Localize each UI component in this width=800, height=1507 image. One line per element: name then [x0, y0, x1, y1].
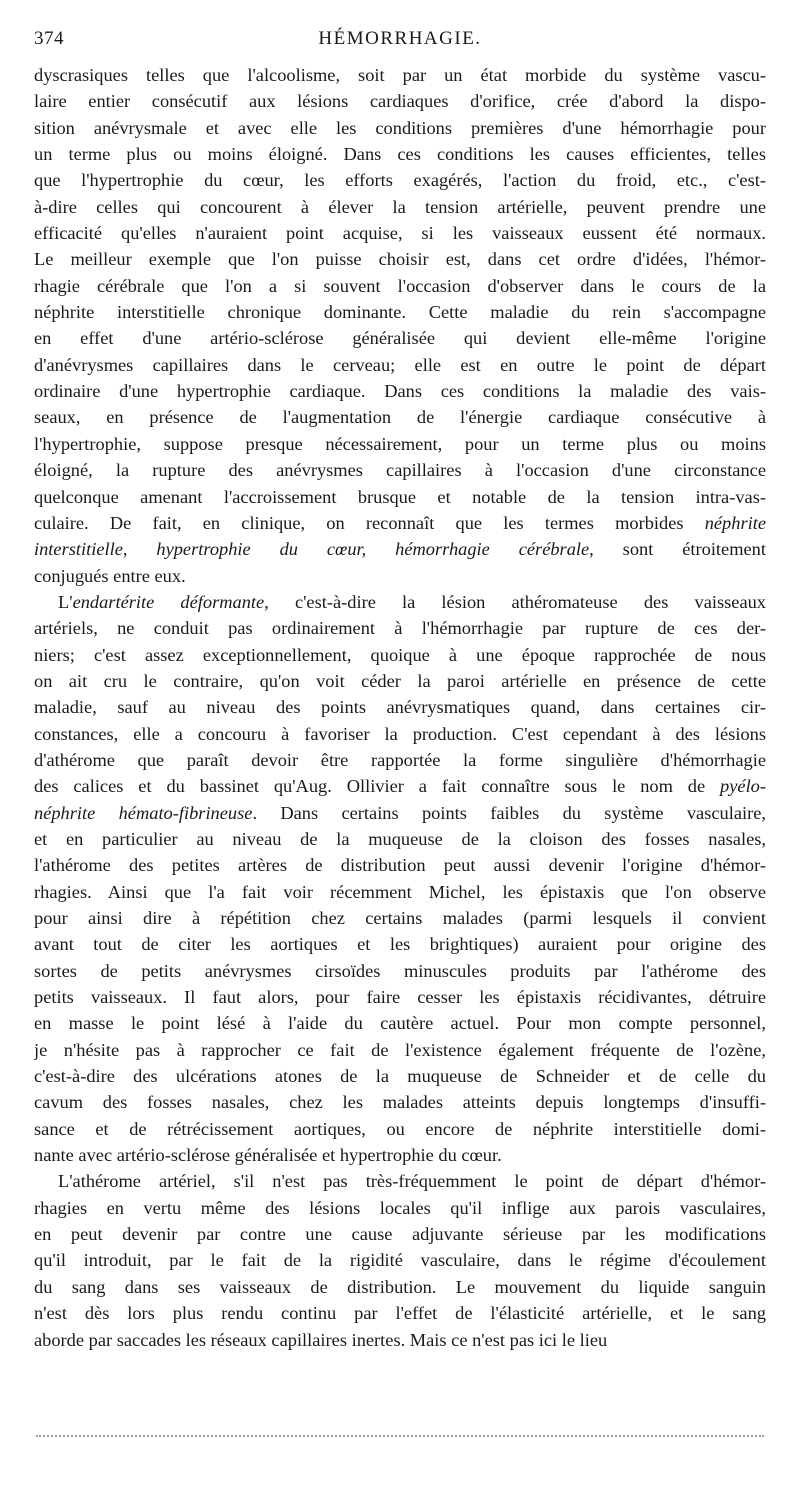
text-line: sance et de rétrécissement aortiques, ou encore de néphrite interstitielle domi- [34, 1118, 766, 1139]
text-line: à-dire celles qui concourent à élever la tension artérielle, peuvent prendre une [34, 196, 766, 217]
text-line: laire entier consécutif aux lésions cardiaques d'orifice, crée d'abord la dispo- [34, 91, 766, 112]
text-line: avant tout de citer les aortiques et les brightiques) auraient pour origine des [34, 934, 766, 955]
text-line: nante avec artério-sclérose généralisée et hypertrophie du cœur. [34, 1145, 502, 1166]
text-line: pour ainsi dire à répétition chez certains malades (parmi lesquels il convient [34, 908, 766, 928]
text-line: d'anévrysmes capillaires dans le cerveau; elle est en outre le point de départ [34, 354, 766, 375]
text-line: en masse le point lésé à l'aide du cautère actuel. Pour mon compte personnel, [34, 1013, 766, 1034]
text-line: éloigné, la rupture des anévrysmes capillaires à l'occasion d'une circonstance [34, 460, 766, 481]
paragraph [34, 62, 766, 589]
text-line: sortes de petits anévrysmes cirsoïdes minuscules produits par l'athérome des [34, 960, 766, 981]
text-line: cavum des fosses nasales, chez les malades atteints depuis longtemps d'insuffi- [34, 1092, 766, 1113]
italic-term: pyélo- [720, 776, 766, 797]
bottom-dotted-rule [36, 1435, 764, 1437]
text-line: efficacité qu'elles n'auraient point acquise, si les vaisseaux eussent été normaux. [34, 223, 766, 244]
text-line: l'hypertrophie, suppose presque nécessairement, pour un terme plus ou moins [34, 433, 766, 454]
text-line: et en particulier au niveau de la muqueuse de la cloison des fosses nasales, [34, 828, 766, 849]
text-line: petits vaisseaux. Il faut alors, pour faire cesser les épistaxis récidivantes, détruire [34, 987, 766, 1008]
text-line: du sang dans ses vaisseaux de distribution. Le mouvement du liquide sanguin [34, 1276, 766, 1297]
italic-term: néphrite hémato-fibrineuse [34, 802, 253, 823]
text-line: ordinaire d'une hypertrophie cardiaque. Dans ces conditions la maladie des vais- [34, 381, 766, 402]
text-line: l'athérome des petites artères de distribution peut aussi devenir l'origine d'hémor- [34, 855, 766, 876]
text-line: seaux, en présence de l'augmentation de l'énergie cardiaque consécutive à [34, 407, 766, 428]
text-line: culaire. De fait, en clinique, on reconnaît que les termes morbides néphrite [34, 512, 766, 533]
text-line: rhagies en vertu même des lésions locales qu'il inflige aux parois vasculaires, [34, 1197, 766, 1218]
text-line: artériels, ne conduit pas ordinairement à l'hémorrhagie par rupture de ces der- [34, 618, 766, 639]
text-line: on ait cru le contraire, qu'on voit céder la paroi artérielle en présence de cette [34, 670, 766, 691]
text-line: dyscrasiques telles que l'alcoolisme, soit par un état morbide du système vascu- [34, 65, 766, 85]
text-line: d'athérome que paraît devoir être rapportée la forme singulière d'hémorrhagie [34, 749, 766, 770]
text-line: en effet d'une artério-sclérose généralisée qui devient elle-même l'origine [34, 328, 766, 349]
body-text [34, 62, 766, 1353]
paragraph [34, 1168, 766, 1352]
text-line: conjugués entre eux. [34, 565, 186, 586]
text-line: c'est-à-dire des ulcérations atones de la muqueuse de Schneider et de celle du [34, 1066, 766, 1087]
text-line: je n'hésite pas à rapprocher ce fait de l'existence également fréquente de l'ozène, [34, 1039, 766, 1060]
text-line: L'endartérite déformante, c'est-à-dire la lésion athéromateuse des vaisseaux [58, 591, 766, 612]
text-line: rhagie cérébrale que l'on a si souvent l'occasion d'observer dans le cours de la [34, 275, 766, 296]
text-line: interstitielle, hypertrophie du cœur, hémorrhagie cérébrale, sont étroitement [34, 539, 766, 560]
page-number: 374 [34, 28, 64, 49]
text-line: n'est dès lors plus rendu continu par l'effet de l'élasticité artérielle, et le sang [34, 1303, 766, 1324]
text-line: constances, elle a concouru à favoriser la production. C'est cependant à des lésions [34, 723, 766, 744]
italic-term: endartérite déformante [72, 591, 265, 612]
text-line: aborde par saccades les réseaux capillaires inertes. Mais ce n'est pas ici le lieu [34, 1329, 608, 1350]
text-line: néphrite interstitielle chronique dominante. Cette maladie du rein s'accompagne [34, 302, 766, 323]
text-line: que l'hypertrophie du cœur, les efforts exagérés, l'action du froid, etc., c'est- [34, 170, 766, 191]
text-line: rhagies. Ainsi que l'a fait voir récemment Michel, les épistaxis que l'on observe [34, 881, 766, 902]
text-line: qu'il introduit, par le fait de la rigidité vasculaire, dans le régime d'écoulement [34, 1250, 766, 1271]
paragraph [34, 589, 766, 1169]
running-title: HÉMORRHAGIE. [318, 28, 482, 49]
text-line: niers; c'est assez exceptionnellement, quoique à une époque rapprochée de nous [34, 644, 766, 665]
text-line: néphrite hémato-fibrineuse. Dans certains points faibles du système vasculaire, [34, 802, 766, 823]
text-line: en peut devenir par contre une cause adjuvante sérieuse par les modifications [34, 1224, 766, 1245]
text-line: maladie, sauf au niveau des points anévrysmatiques quand, dans certaines cir- [34, 697, 766, 718]
book-page [34, 28, 766, 1353]
italic-term: néphrite [704, 512, 766, 533]
text-line: Le meilleur exemple que l'on puisse choisir est, dans cet ordre d'idées, l'hémor- [34, 249, 766, 270]
text-line: des calices et du bassinet qu'Aug. Ollivier a fait connaître sous le nom de pyélo- [34, 776, 766, 797]
italic-term: interstitielle, hypertrophie du cœur, hémorrhagie cérébrale [34, 539, 590, 560]
text-line: L'athérome artériel, s'il n'est pas très-fréquemment le point de départ d'hémor- [58, 1171, 766, 1192]
text-line: un terme plus ou moins éloigné. Dans ces conditions les causes efficientes, telles [34, 144, 766, 165]
running-header [34, 28, 766, 62]
text-line: sition anévrysmale et avec elle les conditions premières d'une hémorrhagie pour [34, 117, 766, 138]
text-line: quelconque amenant l'accroissement brusque et notable de la tension intra-vas- [34, 486, 766, 507]
